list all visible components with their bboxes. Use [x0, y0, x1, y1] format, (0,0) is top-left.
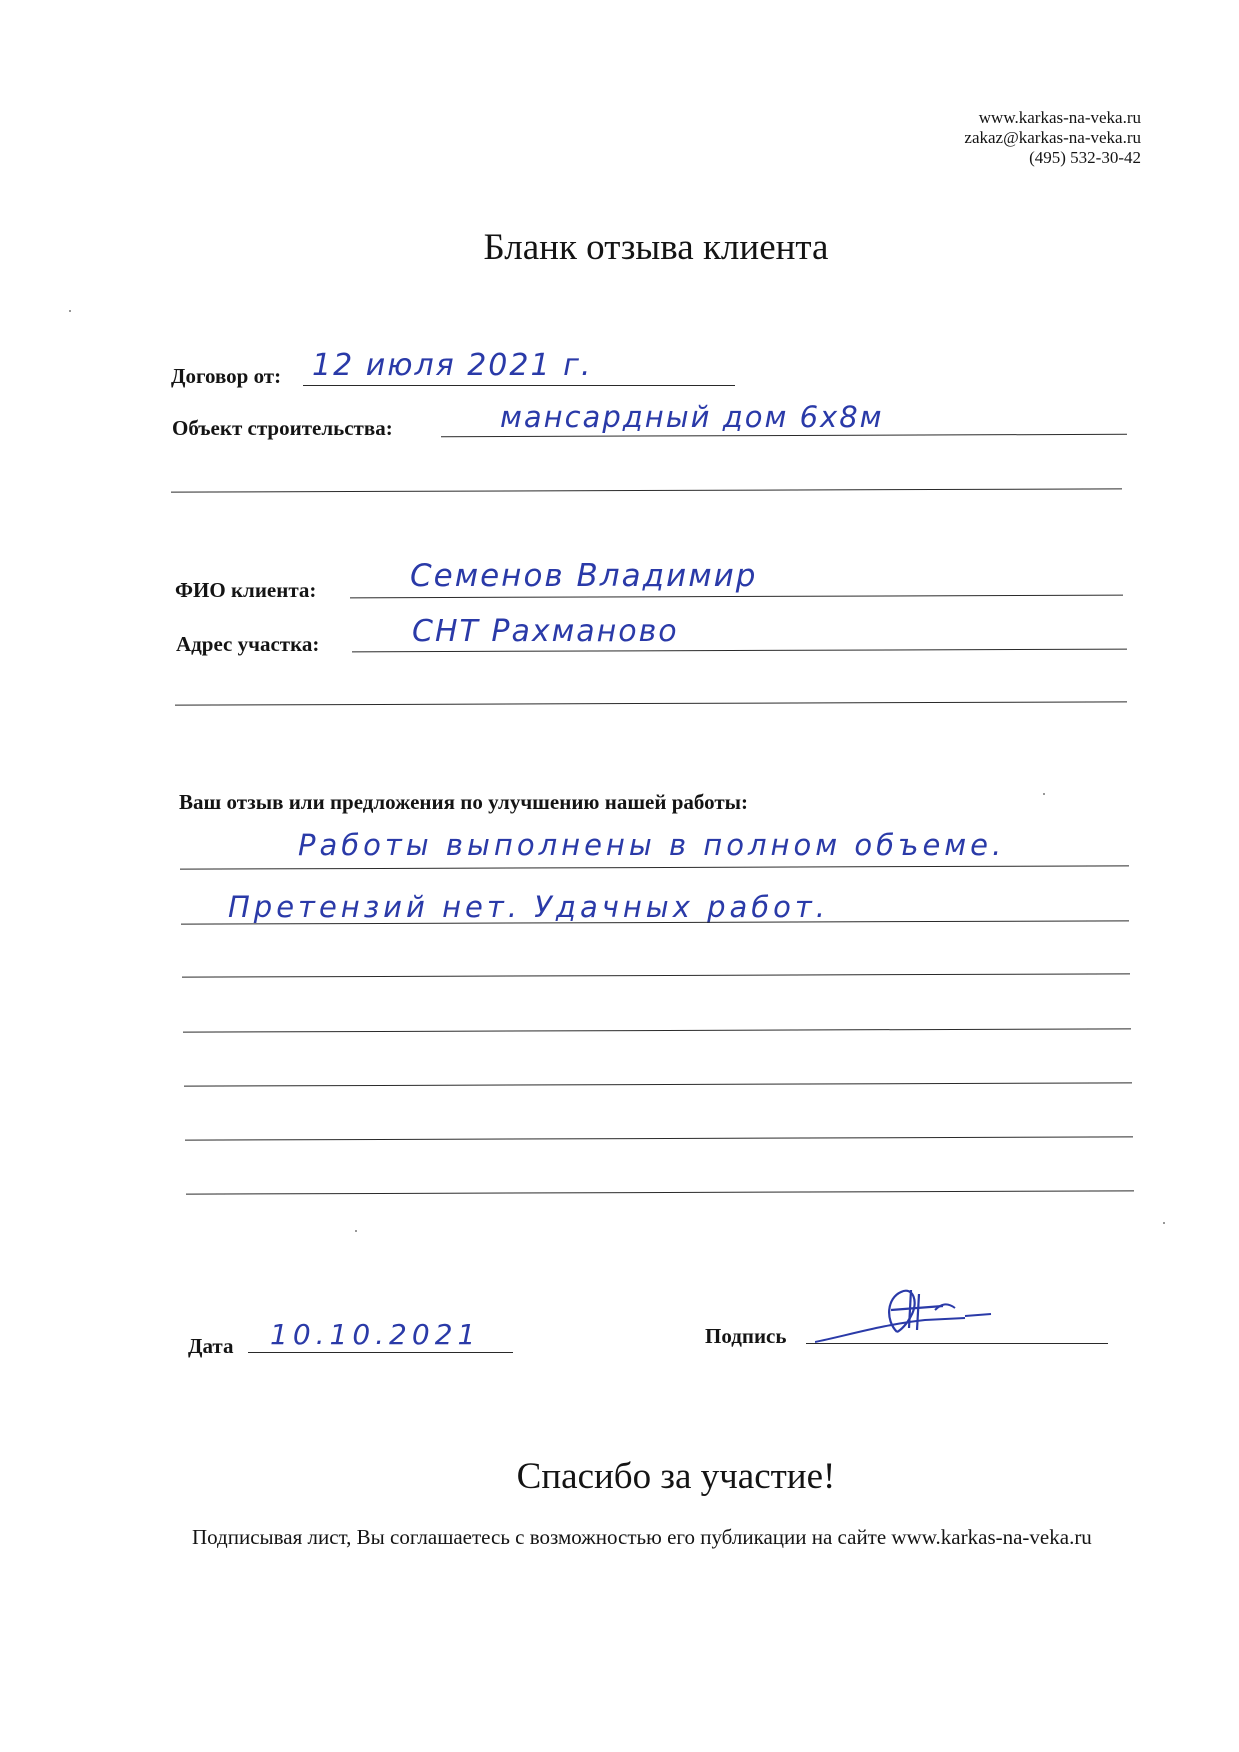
feedback-line2: Претензий нет. Удачных работ. [228, 890, 829, 924]
address-label: Адрес участка: [176, 632, 320, 656]
feedback-line-5 [184, 1082, 1132, 1086]
feedback-line1: Работы выполнены в полном объеме. [298, 828, 1006, 862]
contract-underline [303, 385, 735, 386]
contact-email: zakaz@karkas-na-veka.ru [964, 128, 1141, 147]
scan-speck [69, 310, 71, 312]
address-extra-line [175, 701, 1127, 705]
publication-note: Подписывая лист, Вы соглашаетесь с возможностью его публикации на сайте www.karkas-na-veka.ru [192, 1525, 1092, 1549]
signature-label: Подпись [705, 1324, 787, 1348]
client-label: ФИО клиента: [175, 578, 317, 602]
object-label: Объект строительства: [172, 416, 393, 440]
contract-value: 12 июля 2021 г. [312, 348, 593, 383]
contact-site: www.karkas-na-veka.ru [978, 108, 1141, 127]
feedback-line-1 [180, 865, 1129, 869]
feedback-line-6 [185, 1136, 1133, 1140]
feedback-line-7 [186, 1190, 1134, 1194]
scan-speck [1163, 1222, 1165, 1224]
feedback-line-3 [182, 973, 1130, 977]
object-extra-line [171, 488, 1122, 492]
contact-phone: (495) 532-30-42 [1029, 148, 1141, 167]
contract-label: Договор от: [171, 364, 282, 388]
address-value: СНТ Рахманово [412, 614, 679, 649]
signature-mark [815, 1280, 995, 1360]
form-title: Бланк отзыва клиента [483, 227, 829, 268]
date-label: Дата [188, 1334, 234, 1358]
address-underline [352, 649, 1127, 653]
date-underline [248, 1352, 513, 1353]
scan-speck [1043, 793, 1045, 795]
client-value: Семенов Владимир [410, 558, 758, 594]
object-underline [441, 434, 1127, 437]
object-value: мансардный дом 6х8м [500, 400, 884, 434]
client-underline [350, 595, 1123, 599]
thanks-heading: Спасибо за участие! [516, 1456, 836, 1497]
feedback-label: Ваш отзыв или предложения по улучшению нашей работы: [179, 790, 749, 814]
feedback-line-4 [183, 1028, 1131, 1032]
contacts-block [964, 108, 1141, 168]
scan-speck [355, 1230, 357, 1232]
date-value: 10.10.2021 [270, 1318, 481, 1351]
